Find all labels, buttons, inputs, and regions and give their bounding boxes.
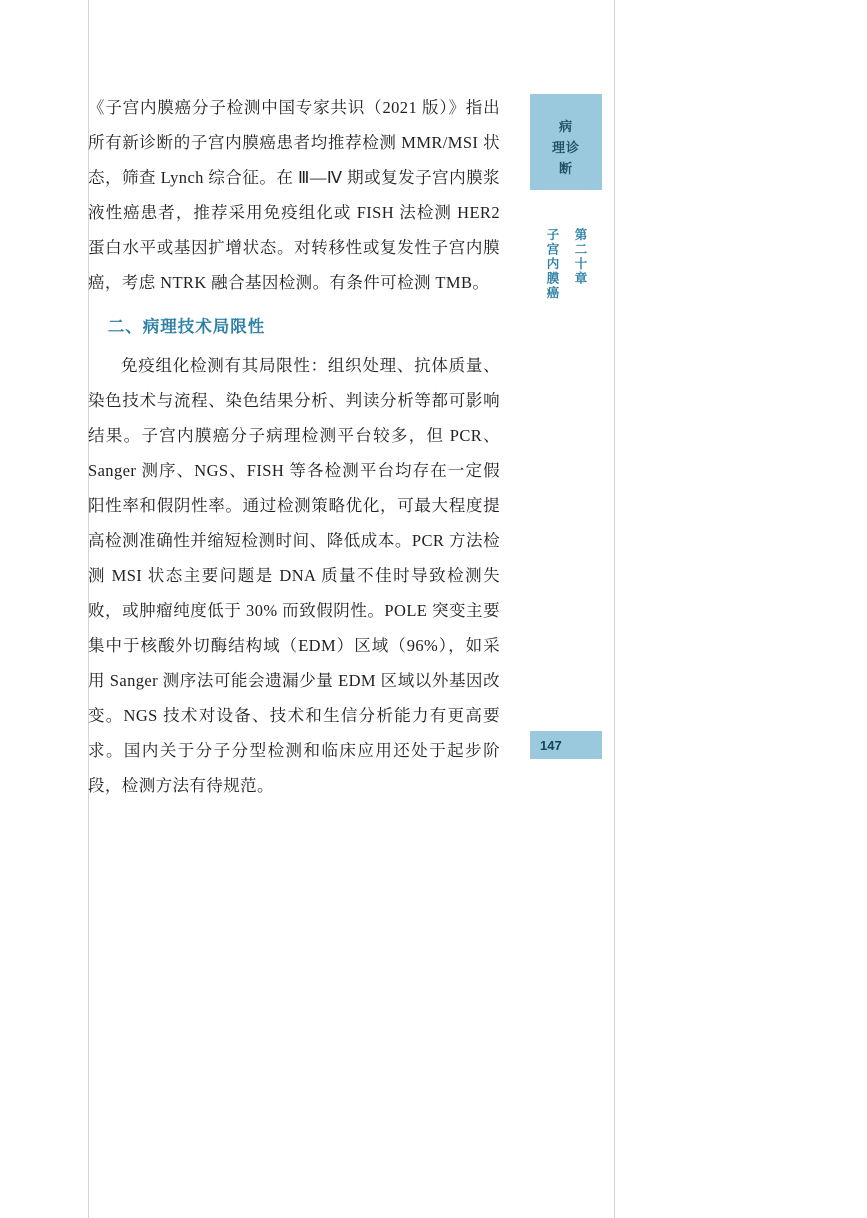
side-tab-pathology-diagnosis [530,94,602,190]
section-heading: 二、病理技术局限性 [107,318,266,336]
chapter-marker [530,228,602,428]
text-column [88,90,500,803]
page-number: 147 [530,731,602,759]
chapter-number: 第二十章 [573,228,587,286]
side-tab-line-2: 理诊 [551,140,580,155]
chapter-title: 子宫内膜癌 [545,228,559,301]
right-margin-rule [614,0,615,1218]
side-tab-line-1: 病 [558,119,573,134]
paragraph-1: 《子宫内膜癌分子检测中国专家共识（2021 版）》指出所有新诊断的子宫内膜癌患者均推荐检测 MMR/MSI 状态，筛查 Lynch 综合征。在 Ⅲ—Ⅳ 期或复发子宫内膜浆液性癌患者，推荐采用免疫组化或 FISH 法检测 HER2 蛋白水平或基因扩增状态。对转移性或复发性子宫内膜癌，考虑 NTRK 融合基因检测。有条件可检测 TMB。 [88,98,500,292]
paragraph-2: 免疫组化检测有其局限性：组织处理、抗体质量、染色技术与流程、染色结果分析、判读分析等都可影响结果。子宫内膜癌分子病理检测平台较多，但 PCR、Sanger 测序、NGS、FISH 等各检测平台均存在一定假阳性率和假阴性率。通过检测策略优化，可最大程度提高检测准确性并缩短检测时间、降低成本。PCR 方法检测 MSI 状态主要问题是 DNA 质量不佳时导致检测失败，或肿瘤纯度低于 30% 而致假阴性。POLE 突变主要集中于核酸外切酶结构域（EDM）区域（96%），如采用 Sanger 测序法可能会遗漏少量 EDM 区域以外基因改变。NGS 技术对设备、技术和生信分析能力有更高要求。国内关于分子分型检测和临床应用还处于起步阶段，检测方法有待规范。 [88,356,500,795]
side-tab-line-3: 断 [558,161,573,176]
